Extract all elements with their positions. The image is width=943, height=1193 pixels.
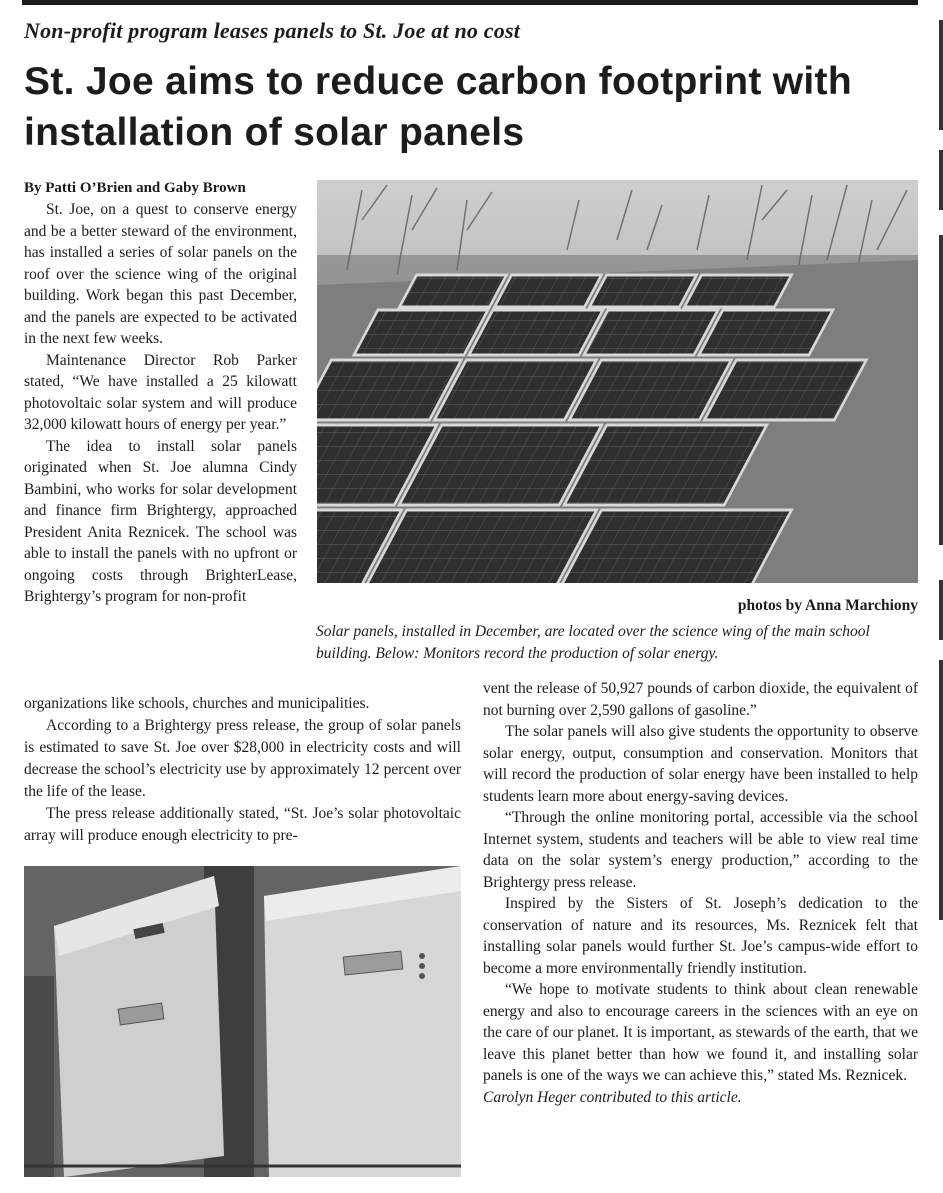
paragraph: St. Joe, on a quest to conserve energy and be a better steward of the environment, has installed a series of solar panels on the roof over the science wing of the original building. Work began this past December, and the panels are expected to be activated in the next few weeks. <box>24 201 297 347</box>
contributor-note: Carolyn Heger contributed to this article. <box>483 1088 742 1106</box>
top-rule <box>22 0 918 5</box>
monitors-image <box>24 866 461 1177</box>
wide-column <box>24 693 461 847</box>
kicker: Non-profit program leases panels to St. Joe at no cost <box>24 18 521 43</box>
paragraph: According to a Brightergy press release, the group of solar panels is estimated to save St. Joe over $28,000 in electricity costs and will decrease the school’s electricity use by approximately 12 percent over the life of the lease. <box>24 717 461 800</box>
right-column <box>483 678 918 1108</box>
adjacent-page-edge <box>936 0 943 1193</box>
solar-panels-image <box>317 180 918 583</box>
solar-panels-photo <box>317 180 918 583</box>
edge-mark <box>939 20 943 130</box>
paragraph: vent the release of 50,927 pounds of carbon dioxide, the equivalent of not burning over 2,590 gallons of gasoline.” <box>483 680 918 719</box>
headline: St. Joe aims to reduce carbon footprint with installation of solar panels <box>24 60 852 154</box>
edge-mark <box>939 235 943 545</box>
left-column <box>24 178 297 608</box>
edge-mark <box>939 660 943 920</box>
photo-credit: photos by Anna Marchiony <box>737 597 918 614</box>
byline: By Patti O’Brien and Gaby Brown <box>24 180 246 196</box>
paragraph: Maintenance Director Rob Parker stated, “We have installed a 25 kilowatt photovoltaic solar system and will produce 32,000 kilowatt hours of energy per year.” <box>24 351 297 433</box>
paragraph: Inspired by the Sisters of St. Joseph’s dedication to the conservation of nature and its resources, Ms. Reznicek felt that installing solar panels would further St. Joe’s campus-wide effort to become a more environmentally friendly institution. <box>483 895 918 977</box>
photo-caption: Solar panels, installed in December, are located over the science wing of the main school building. Below: Monitors record the production of solar energy. <box>316 623 870 662</box>
paragraph: organizations like schools, churches and municipalities. <box>24 695 370 712</box>
monitors-photo <box>24 866 461 1177</box>
edge-mark <box>939 150 943 210</box>
paragraph: “We hope to motivate students to think about clean renewable energy and also to encourage careers in the sciences with an eye on the care of our planet. It is important, as stewards of the earth, that we leave this planet better than how we found it, and installing solar panels is one of the ways we can achieve this,” stated Ms. Reznicek. <box>483 981 918 1084</box>
edge-mark <box>939 580 943 640</box>
paragraph: The solar panels will also give students the opportunity to observe solar energy, output, consumption and conservation. Monitors that will record the production of solar energy have been installed to help students learn more about energy-saving devices. <box>483 723 918 805</box>
paragraph: The idea to install solar panels originated when St. Joe alumna Cindy Bambini, who works for solar development and finance firm Brightergy, approached President Anita Reznicek. The school was able to install the panels with no upfront or ongoing costs through BrighterLease, Brightergy’s program for non-profit <box>24 437 297 605</box>
paragraph: The press release additionally stated, “St. Joe’s solar photovoltaic array will produce enough electricity to pre- <box>24 805 461 844</box>
paragraph: “Through the online monitoring portal, accessible via the school Internet system, students and teachers will be able to view real time data on the solar system’s energy production,” according to the Brightergy press release. <box>483 809 918 891</box>
